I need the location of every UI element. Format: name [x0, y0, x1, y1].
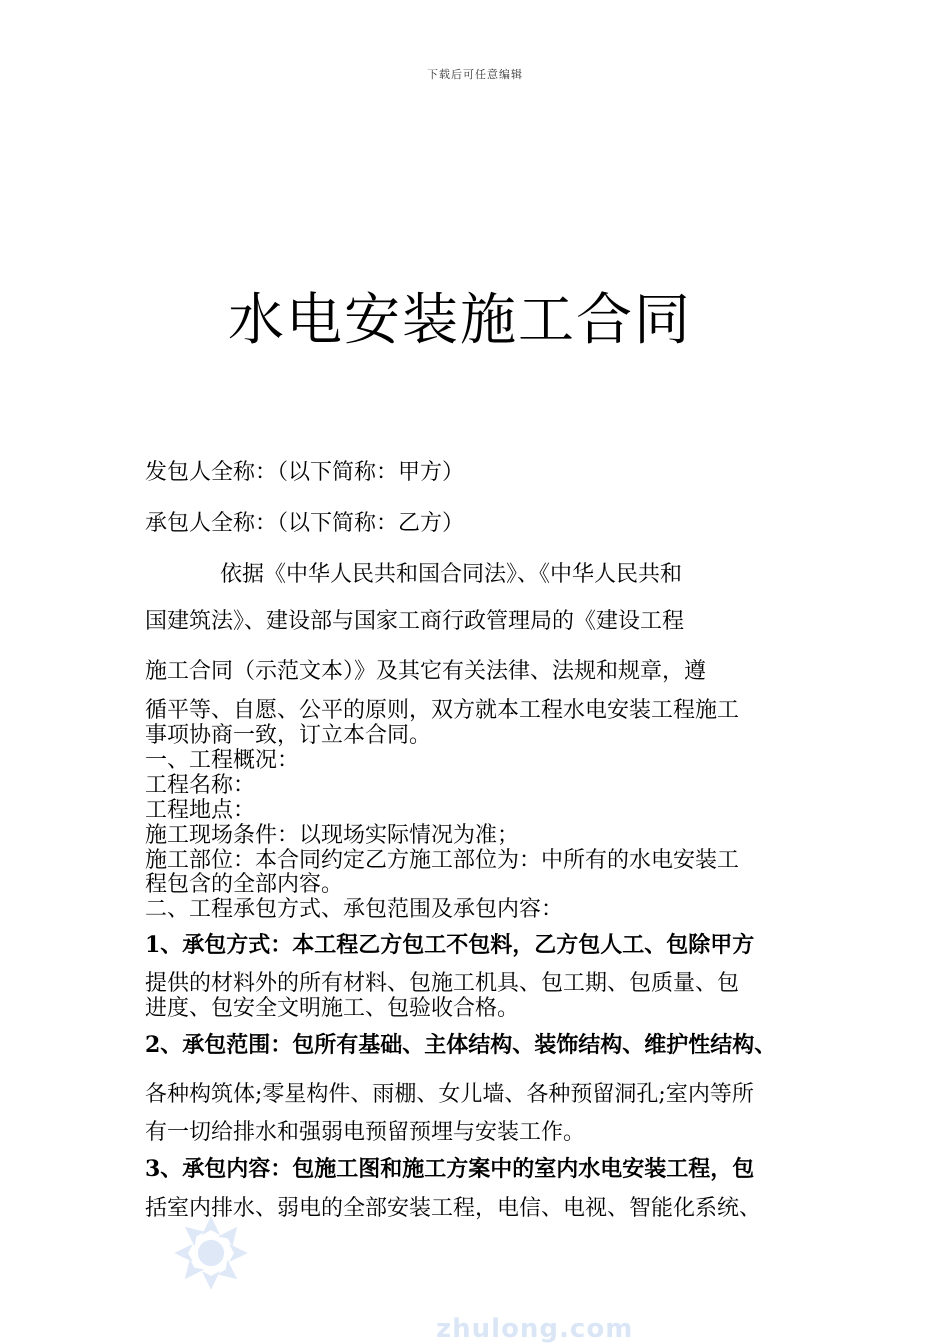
watermark-logo-icon	[170, 1212, 252, 1294]
preamble-line: 施工合同（示范文本）》及其它有关法律、法规和规章，遵	[145, 659, 707, 684]
clause-line: 3、承包内容：包施工图和施工方案中的室内水电安装工程，包	[145, 1156, 755, 1182]
clause-line: 提供的材料外的所有材料、包施工机具、包工期、包质量、包	[145, 971, 740, 996]
party-b-line: 承包人全称：（以下简称：乙方）	[145, 511, 465, 536]
clause-line: 进度、包安全文明施工、包验收合格。	[145, 996, 520, 1021]
header-note: 下载后可任意编辑	[427, 68, 523, 81]
construction-area-line: 程包含的全部内容。	[145, 872, 344, 897]
watermark-text: zhulong.com	[436, 1314, 634, 1344]
clause-line: 括室内排水、弱电的全部安装工程，电信、电视、智能化系统、	[145, 1196, 762, 1221]
section-heading: 一、工程概况：	[145, 748, 300, 773]
project-location-line: 工程地点：	[145, 798, 256, 823]
section-heading: 二、工程承包方式、承包范围及承包内容：	[145, 897, 564, 922]
clause-line: 有一切给排水和强弱电预留预埋与安装工作。	[145, 1120, 586, 1145]
project-name-line: 工程名称：	[145, 773, 256, 798]
construction-area-line: 施工部位：本合同约定乙方施工部位为：中所有的水电安装工	[145, 848, 740, 873]
preamble-line: 国建筑法》、建设部与国家工商行政管理局的《建设工程	[145, 609, 685, 634]
party-a-line: 发包人全称：（以下简称：甲方）	[145, 460, 465, 485]
preamble-line: 事项协商一致，订立本合同。	[145, 723, 432, 748]
clause-line: 2、承包范围：包所有基础、主体结构、装饰结构、维护性结构、	[145, 1032, 777, 1058]
clause-line: 1、承包方式：本工程乙方包工不包料，乙方包人工、包除甲方	[145, 932, 755, 958]
document-title: 水电安装施工合同	[228, 288, 692, 353]
site-conditions-line: 施工现场条件：以现场实际情况为准；	[145, 823, 520, 848]
preamble-line: 依据《中华人民共和国合同法》、《中华人民共和	[220, 562, 683, 587]
preamble-line: 循平等、自愿、公平的原则，双方就本工程水电安装工程施工	[145, 698, 740, 723]
clause-line: 各种构筑体;零星构件、雨棚、女儿墙、各种预留洞孔;室内等所	[145, 1082, 754, 1107]
